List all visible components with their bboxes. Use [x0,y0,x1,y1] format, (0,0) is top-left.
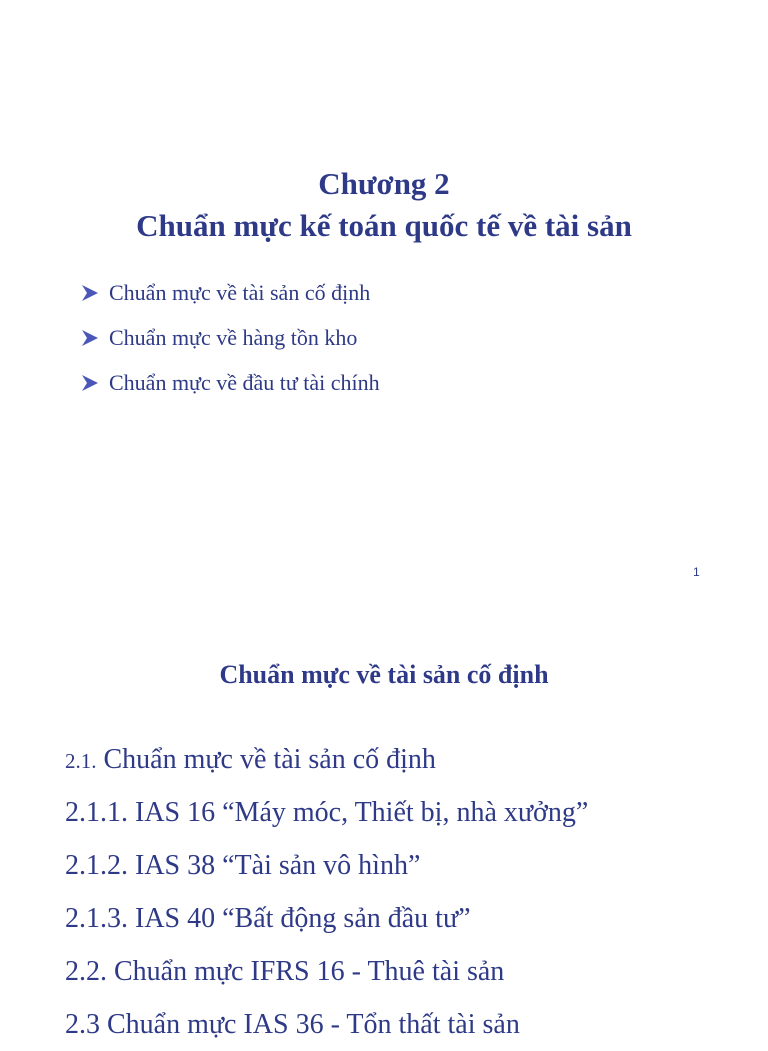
arrow-right-icon [80,283,100,303]
list-item [65,945,588,998]
item-number: 2.2. [65,956,107,987]
slide-2 [0,600,768,1040]
topic-list [80,270,380,405]
item-text: IAS 40 “Bất động sản đầu tư” [135,903,471,934]
list-item [80,315,380,360]
item-number: 2.1.2. [65,850,128,881]
list-item [65,786,588,839]
item-number: 2.3 [65,1009,100,1040]
item-text: IAS 16 “Máy móc, Thiết bị, nhà xưởng” [135,797,589,828]
arrow-right-icon [80,328,100,348]
chapter-title: Chuẩn mực kế toán quốc tế về tài sản [136,208,632,243]
list-item [80,360,380,405]
item-number: 2.1. [65,749,97,773]
contents-list [65,733,588,1051]
item-text: Chuẩn mực IAS 36 - Tổn thất tài sản [107,1009,520,1040]
item-text: Chuẩn mực IFRS 16 - Thuê tài sản [114,956,505,987]
list-item [65,998,588,1051]
item-text: Chuẩn mực về tài sản cố định [103,744,436,775]
arrow-right-icon [80,373,100,393]
list-item-text: Chuẩn mực về hàng tồn kho [109,324,358,350]
list-item-text: Chuẩn mực về tài sản cố định [109,279,371,305]
item-number: 2.1.1. [65,797,128,828]
list-item [65,839,588,892]
item-number: 2.1.3. [65,903,128,934]
list-item [80,270,380,315]
item-text: IAS 38 “Tài sản vô hình” [135,850,421,881]
list-item [65,892,588,945]
list-item [65,733,588,786]
list-item-text: Chuẩn mực về đầu tư tài chính [109,369,380,395]
section-title: Chuẩn mực về tài sản cố định [219,660,549,689]
chapter-label: Chương 2 [318,166,450,201]
page-number: 1 [693,565,700,579]
